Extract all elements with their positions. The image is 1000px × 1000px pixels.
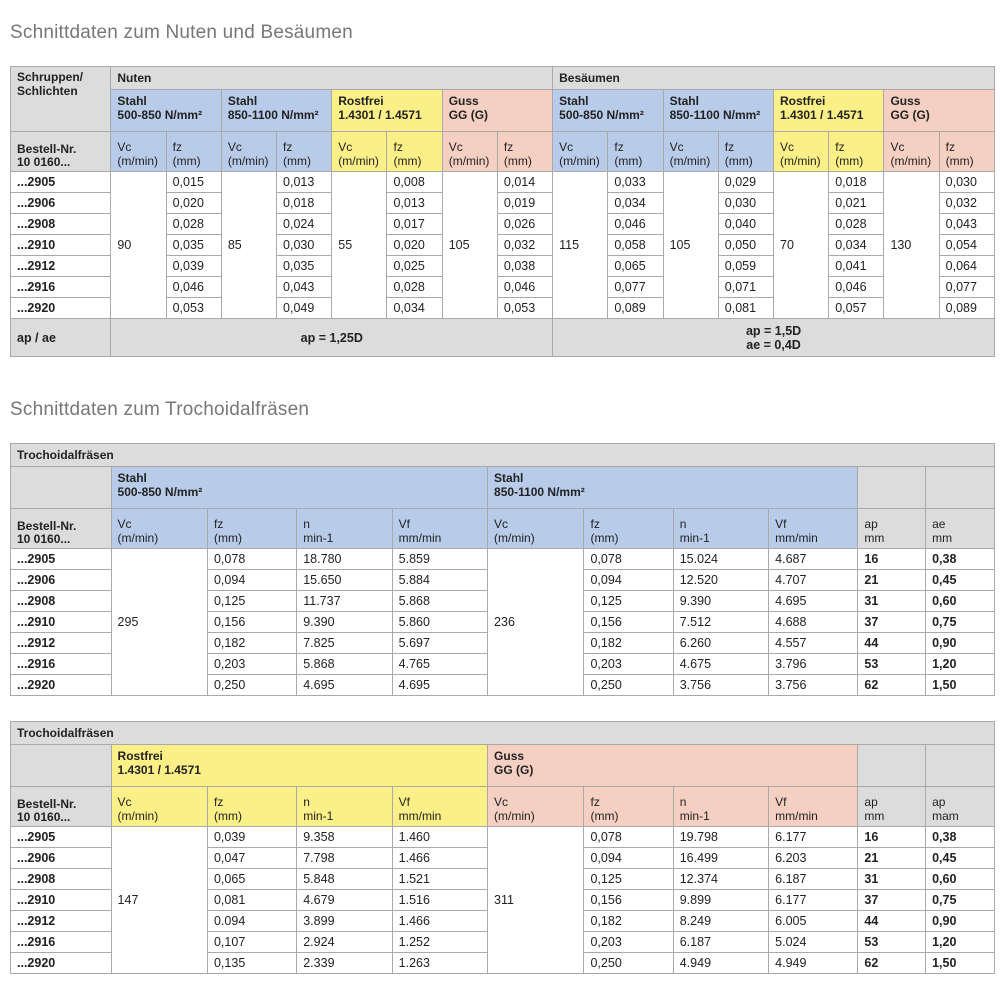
vf-value: 6.177: [769, 890, 858, 911]
vc-value: 55: [332, 172, 387, 319]
vf-value: 5.868: [392, 591, 487, 612]
ap-value: 31: [858, 869, 926, 890]
ae-value: 1,50: [926, 675, 995, 696]
vf-value: 5.024: [769, 932, 858, 953]
fz-value: 0,053: [166, 298, 221, 319]
vc-value: 105: [663, 172, 718, 319]
fz-value: 0,065: [608, 256, 663, 277]
fz-value: 0,071: [718, 277, 773, 298]
n-value: 12.520: [673, 570, 768, 591]
fz-value: 0,059: [718, 256, 773, 277]
table-row: [11, 172, 995, 193]
fz-value: 0,028: [387, 277, 442, 298]
order-code: ...2910: [11, 612, 112, 633]
n-value: 4.949: [673, 953, 768, 974]
n-value: 7.798: [297, 848, 392, 869]
fz-value: 0,033: [608, 172, 663, 193]
fz-value: 0,039: [207, 827, 296, 848]
fz-value: 0,040: [718, 214, 773, 235]
fz-value: 0,058: [608, 235, 663, 256]
fz-value: 0,021: [829, 193, 884, 214]
order-code: ...2912: [11, 633, 112, 654]
fz-value: 0,035: [166, 235, 221, 256]
corner-label-line2: Schlichten: [17, 84, 78, 98]
table2-heading: Schnittdaten zum Trochoidalfräsen: [10, 399, 310, 420]
fz-value: 0,077: [608, 277, 663, 298]
fz-value: 0,015: [166, 172, 221, 193]
n-value: 5.868: [297, 654, 392, 675]
fz-value: 0,017: [387, 214, 442, 235]
blank-ae-header: [926, 745, 995, 787]
vf-value: 3.796: [769, 654, 858, 675]
ap-ae-label: ap / ae: [11, 319, 111, 357]
fz-value: 0,046: [608, 214, 663, 235]
besaeumen-ae: ae = 0,4D: [746, 337, 801, 352]
material-header: Stahl 500-850 N/mm²: [111, 467, 488, 509]
fz-header: fz (mm): [387, 132, 442, 172]
ap-header: ap mm: [858, 787, 926, 827]
vf-value: 6.005: [769, 911, 858, 932]
fz-value: 0,034: [387, 298, 442, 319]
vf-value: 6.203: [769, 848, 858, 869]
fz-value: 0,032: [497, 235, 552, 256]
order-code: ...2905: [11, 549, 112, 570]
material-header: Stahl 850-1100 N/mm²: [488, 467, 858, 509]
ap-value: 53: [858, 654, 926, 675]
vf-header: Vf mm/min: [392, 509, 487, 549]
vf-value: 4.949: [769, 953, 858, 974]
material-header: Stahl 500-850 N/mm²: [111, 90, 221, 132]
n-value: 3.899: [297, 911, 392, 932]
fz-value: 0,046: [166, 277, 221, 298]
vf-header: Vf mm/min: [392, 787, 487, 827]
n-value: 16.499: [673, 848, 768, 869]
order-code: ...2908: [11, 214, 111, 235]
fz-value: 0,018: [277, 193, 332, 214]
fz-value: 0,047: [207, 848, 296, 869]
table-row: [11, 549, 995, 570]
fz-value: 0,043: [277, 277, 332, 298]
corner-label: [11, 67, 111, 132]
fz-header: fz (mm): [207, 509, 296, 549]
fz-value: 0,049: [277, 298, 332, 319]
n-value: 2.924: [297, 932, 392, 953]
table-row: [11, 827, 995, 848]
fz-value: 0,014: [497, 172, 552, 193]
fz-value: 0,026: [497, 214, 552, 235]
fz-value: 0,078: [207, 549, 296, 570]
n-value: 9.899: [673, 890, 768, 911]
n-value: 5.848: [297, 869, 392, 890]
fz-value: 0,065: [207, 869, 296, 890]
vf-value: 5.859: [392, 549, 487, 570]
fz-value: 0,020: [387, 235, 442, 256]
n-value: 3.756: [673, 675, 768, 696]
fz-header: fz (mm): [829, 132, 884, 172]
besaeumen-ap-ae-value: [553, 319, 995, 357]
fz-value: 0,203: [584, 932, 673, 953]
fz-value: 0,182: [584, 633, 673, 654]
fz-value: 0,025: [387, 256, 442, 277]
material-header: Guss GG (G): [884, 90, 995, 132]
order-code: ...2906: [11, 570, 112, 591]
fz-value: 0,156: [584, 612, 673, 633]
order-number-label: Bestell-Nr. 10 0160...: [11, 787, 112, 827]
vf-value: 6.177: [769, 827, 858, 848]
material-header: Rostfrei 1.4301 / 1.4571: [774, 90, 884, 132]
fz-value: 0,034: [829, 235, 884, 256]
fz-value: 0,046: [497, 277, 552, 298]
vc-header: Vc (m/min): [332, 132, 387, 172]
n-value: 6.187: [673, 932, 768, 953]
fz-value: 0,156: [584, 890, 673, 911]
order-code: ...2906: [11, 193, 111, 214]
fz-value: 0,028: [166, 214, 221, 235]
fz-header: fz (mm): [584, 787, 673, 827]
order-code: ...2910: [11, 890, 112, 911]
ap-ae-row: [11, 319, 995, 357]
fz-header: fz (mm): [584, 509, 673, 549]
vc-value: 147: [111, 827, 207, 974]
vc-header: Vc (m/min): [111, 132, 166, 172]
ap-value: 21: [858, 848, 926, 869]
material-header-row: [11, 90, 995, 132]
ae-value: 0,90: [926, 633, 995, 654]
vf-header: Vf mm/min: [769, 509, 858, 549]
fz-value: 0,035: [277, 256, 332, 277]
nuten-besaeumen-table: [10, 66, 995, 357]
order-code: ...2920: [11, 675, 112, 696]
fz-value: 0,182: [207, 633, 296, 654]
fz-value: 0,094: [207, 570, 296, 591]
vf-value: 5.697: [392, 633, 487, 654]
n-value: 15.650: [297, 570, 392, 591]
order-code: ...2910: [11, 235, 111, 256]
ap-header: ap mm: [858, 509, 926, 549]
fz-value: 0,094: [584, 570, 673, 591]
ap-header: ap mam: [926, 787, 995, 827]
vc-value: 85: [221, 172, 276, 319]
ap-value: 62: [858, 953, 926, 974]
n-header: n min-1: [297, 509, 392, 549]
fz-value: 0,046: [829, 277, 884, 298]
vf-value: 1.252: [392, 932, 487, 953]
fz-value: 0,028: [829, 214, 884, 235]
material-header: Stahl 500-850 N/mm²: [553, 90, 663, 132]
vf-value: 4.688: [769, 612, 858, 633]
fz-value: 0,032: [939, 193, 994, 214]
fz-value: 0,043: [939, 214, 994, 235]
blank-ae-header: [926, 467, 995, 509]
unit-header-row: [11, 787, 995, 827]
vf-value: 6.187: [769, 869, 858, 890]
order-code: ...2905: [11, 827, 112, 848]
section-nuten: Nuten: [111, 67, 553, 90]
vc-header: Vc (m/min): [488, 787, 584, 827]
vc-value: 70: [774, 172, 829, 319]
ae-value: 0,45: [926, 848, 995, 869]
order-code: ...2916: [11, 654, 112, 675]
fz-value: 0,125: [584, 869, 673, 890]
table3-title: Trochoidalfräsen: [11, 722, 995, 745]
order-code: ...2916: [11, 932, 112, 953]
table2-title: Trochoidalfräsen: [11, 444, 995, 467]
fz-value: 0,013: [277, 172, 332, 193]
ap-value: 37: [858, 890, 926, 911]
fz-value: 0,019: [497, 193, 552, 214]
blank-corner: [11, 745, 112, 787]
fz-header: fz (mm): [166, 132, 221, 172]
ap-value: 37: [858, 612, 926, 633]
fz-value: 0,050: [718, 235, 773, 256]
material-header: Stahl 850-1100 N/mm²: [221, 90, 331, 132]
vc-value: 115: [553, 172, 608, 319]
fz-header: fz (mm): [718, 132, 773, 172]
vc-header: Vc (m/min): [111, 509, 207, 549]
vf-value: 3.756: [769, 675, 858, 696]
ae-value: 1,20: [926, 654, 995, 675]
fz-value: 0,078: [584, 549, 673, 570]
vc-value: 295: [111, 549, 207, 696]
fz-value: 0,203: [207, 654, 296, 675]
fz-value: 0,094: [584, 848, 673, 869]
unit-header-row: [11, 132, 995, 172]
ap-value: 62: [858, 675, 926, 696]
fz-value: 0,078: [584, 827, 673, 848]
fz-value: 0,054: [939, 235, 994, 256]
ae-value: 0,75: [926, 612, 995, 633]
fz-value: 0,020: [166, 193, 221, 214]
vc-value: 130: [884, 172, 939, 319]
fz-value: 0,041: [829, 256, 884, 277]
trochoidal-stainless-cast-table: [10, 721, 995, 974]
n-value: 19.798: [673, 827, 768, 848]
n-header: n min-1: [297, 787, 392, 827]
vf-value: 1.460: [392, 827, 487, 848]
ae-value: 0,90: [926, 911, 995, 932]
n-value: 2.339: [297, 953, 392, 974]
order-code: ...2920: [11, 298, 111, 319]
fz-value: 0,064: [939, 256, 994, 277]
n-value: 9.390: [673, 591, 768, 612]
ap-value: 53: [858, 932, 926, 953]
vf-value: 4.687: [769, 549, 858, 570]
blank-ap-header: [858, 745, 926, 787]
fz-value: 0,156: [207, 612, 296, 633]
ap-value: 16: [858, 827, 926, 848]
ae-value: 0,75: [926, 890, 995, 911]
fz-value: 0,030: [939, 172, 994, 193]
fz-value: 0,250: [584, 953, 673, 974]
fz-value: 0,135: [207, 953, 296, 974]
vf-value: 5.884: [392, 570, 487, 591]
fz-value: 0,089: [939, 298, 994, 319]
n-value: 4.695: [297, 675, 392, 696]
fz-value: 0,250: [584, 675, 673, 696]
nuten-ap-value: ap = 1,25D: [111, 319, 553, 357]
fz-value: 0,081: [718, 298, 773, 319]
fz-value: 0,125: [207, 591, 296, 612]
vf-value: 1.263: [392, 953, 487, 974]
n-value: 9.390: [297, 612, 392, 633]
material-header: Rostfrei 1.4301 / 1.4571: [111, 745, 488, 787]
n-value: 6.260: [673, 633, 768, 654]
section-besaeumen: Besäumen: [553, 67, 995, 90]
blank-ap-header: [858, 467, 926, 509]
ap-value: 16: [858, 549, 926, 570]
n-value: 9.358: [297, 827, 392, 848]
order-code: ...2905: [11, 172, 111, 193]
vf-value: 4.557: [769, 633, 858, 654]
material-header: Rostfrei 1.4301 / 1.4571: [332, 90, 442, 132]
ap-value: 44: [858, 633, 926, 654]
vc-header: Vc (m/min): [221, 132, 276, 172]
vf-value: 1.521: [392, 869, 487, 890]
vc-value: 90: [111, 172, 166, 319]
fz-value: 0,057: [829, 298, 884, 319]
vf-header: Vf mm/min: [769, 787, 858, 827]
material-header: Guss GG (G): [488, 745, 858, 787]
vc-value: 105: [442, 172, 497, 319]
fz-header: fz (mm): [939, 132, 994, 172]
ae-value: 0,38: [926, 827, 995, 848]
ae-value: 0,45: [926, 570, 995, 591]
n-value: 15.024: [673, 549, 768, 570]
fz-value: 0,053: [497, 298, 552, 319]
n-value: 4.675: [673, 654, 768, 675]
ae-header: ae mm: [926, 509, 995, 549]
fz-header: fz (mm): [277, 132, 332, 172]
ap-value: 31: [858, 591, 926, 612]
n-value: 8.249: [673, 911, 768, 932]
fz-value: 0,203: [584, 654, 673, 675]
fz-value: 0,030: [277, 235, 332, 256]
vc-header: Vc (m/min): [442, 132, 497, 172]
ae-value: 0,60: [926, 591, 995, 612]
vf-value: 4.695: [769, 591, 858, 612]
ap-value: 44: [858, 911, 926, 932]
vc-value: 311: [488, 827, 584, 974]
blank-corner: [11, 467, 112, 509]
vf-value: 4.765: [392, 654, 487, 675]
order-code: ...2908: [11, 869, 112, 890]
ae-value: 0,38: [926, 549, 995, 570]
vc-value: 236: [488, 549, 584, 696]
fz-value: 0,029: [718, 172, 773, 193]
table1-heading: Schnittdaten zum Nuten und Besäumen: [10, 22, 353, 43]
fz-value: 0,077: [939, 277, 994, 298]
fz-header: fz (mm): [608, 132, 663, 172]
order-code: ...2912: [11, 256, 111, 277]
order-number-label: Bestell-Nr. 10 0160...: [11, 509, 112, 549]
vc-header: Vc (m/min): [488, 509, 584, 549]
vf-value: 1.516: [392, 890, 487, 911]
order-code: ...2916: [11, 277, 111, 298]
n-value: 4.679: [297, 890, 392, 911]
vc-header: Vc (m/min): [884, 132, 939, 172]
fz-value: 0,024: [277, 214, 332, 235]
fz-value: 0,013: [387, 193, 442, 214]
vc-header: Vc (m/min): [553, 132, 608, 172]
fz-value: 0,107: [207, 932, 296, 953]
material-header: Guss GG (G): [442, 90, 552, 132]
vf-value: 4.695: [392, 675, 487, 696]
fz-value: 0,250: [207, 675, 296, 696]
n-value: 7.825: [297, 633, 392, 654]
material-header: Stahl 850-1100 N/mm²: [663, 90, 773, 132]
fz-value: 0,034: [608, 193, 663, 214]
ap-value: 21: [858, 570, 926, 591]
fz-value: 0.094: [207, 911, 296, 932]
n-value: 12.374: [673, 869, 768, 890]
vc-header: Vc (m/min): [774, 132, 829, 172]
order-code: ...2912: [11, 911, 112, 932]
order-code: ...2906: [11, 848, 112, 869]
order-number-label: Bestell-Nr. 10 0160...: [11, 132, 111, 172]
fz-header: fz (mm): [207, 787, 296, 827]
fz-value: 0,081: [207, 890, 296, 911]
n-value: 18.780: [297, 549, 392, 570]
fz-value: 0,038: [497, 256, 552, 277]
fz-value: 0,089: [608, 298, 663, 319]
vf-value: 4.707: [769, 570, 858, 591]
fz-value: 0,030: [718, 193, 773, 214]
besaeumen-ap: ap = 1,5D: [745, 323, 802, 338]
fz-value: 0,018: [829, 172, 884, 193]
vf-value: 1.466: [392, 848, 487, 869]
order-code: ...2920: [11, 953, 112, 974]
fz-value: 0,125: [584, 591, 673, 612]
n-value: 7.512: [673, 612, 768, 633]
vc-header: Vc (m/min): [111, 787, 207, 827]
corner-label-line1: Schruppen/: [17, 70, 84, 84]
vf-value: 5.860: [392, 612, 487, 633]
fz-value: 0,039: [166, 256, 221, 277]
unit-header-row: [11, 509, 995, 549]
ae-value: 1,50: [926, 953, 995, 974]
vc-header: Vc (m/min): [663, 132, 718, 172]
fz-value: 0,008: [387, 172, 442, 193]
trochoidal-steel-table: [10, 443, 995, 696]
vf-value: 1.466: [392, 911, 487, 932]
ae-value: 1,20: [926, 932, 995, 953]
order-code: ...2908: [11, 591, 112, 612]
n-header: n min-1: [673, 787, 768, 827]
fz-value: 0,182: [584, 911, 673, 932]
fz-header: fz (mm): [497, 132, 552, 172]
ae-value: 0,60: [926, 869, 995, 890]
n-value: 11.737: [297, 591, 392, 612]
n-header: n min-1: [673, 509, 768, 549]
